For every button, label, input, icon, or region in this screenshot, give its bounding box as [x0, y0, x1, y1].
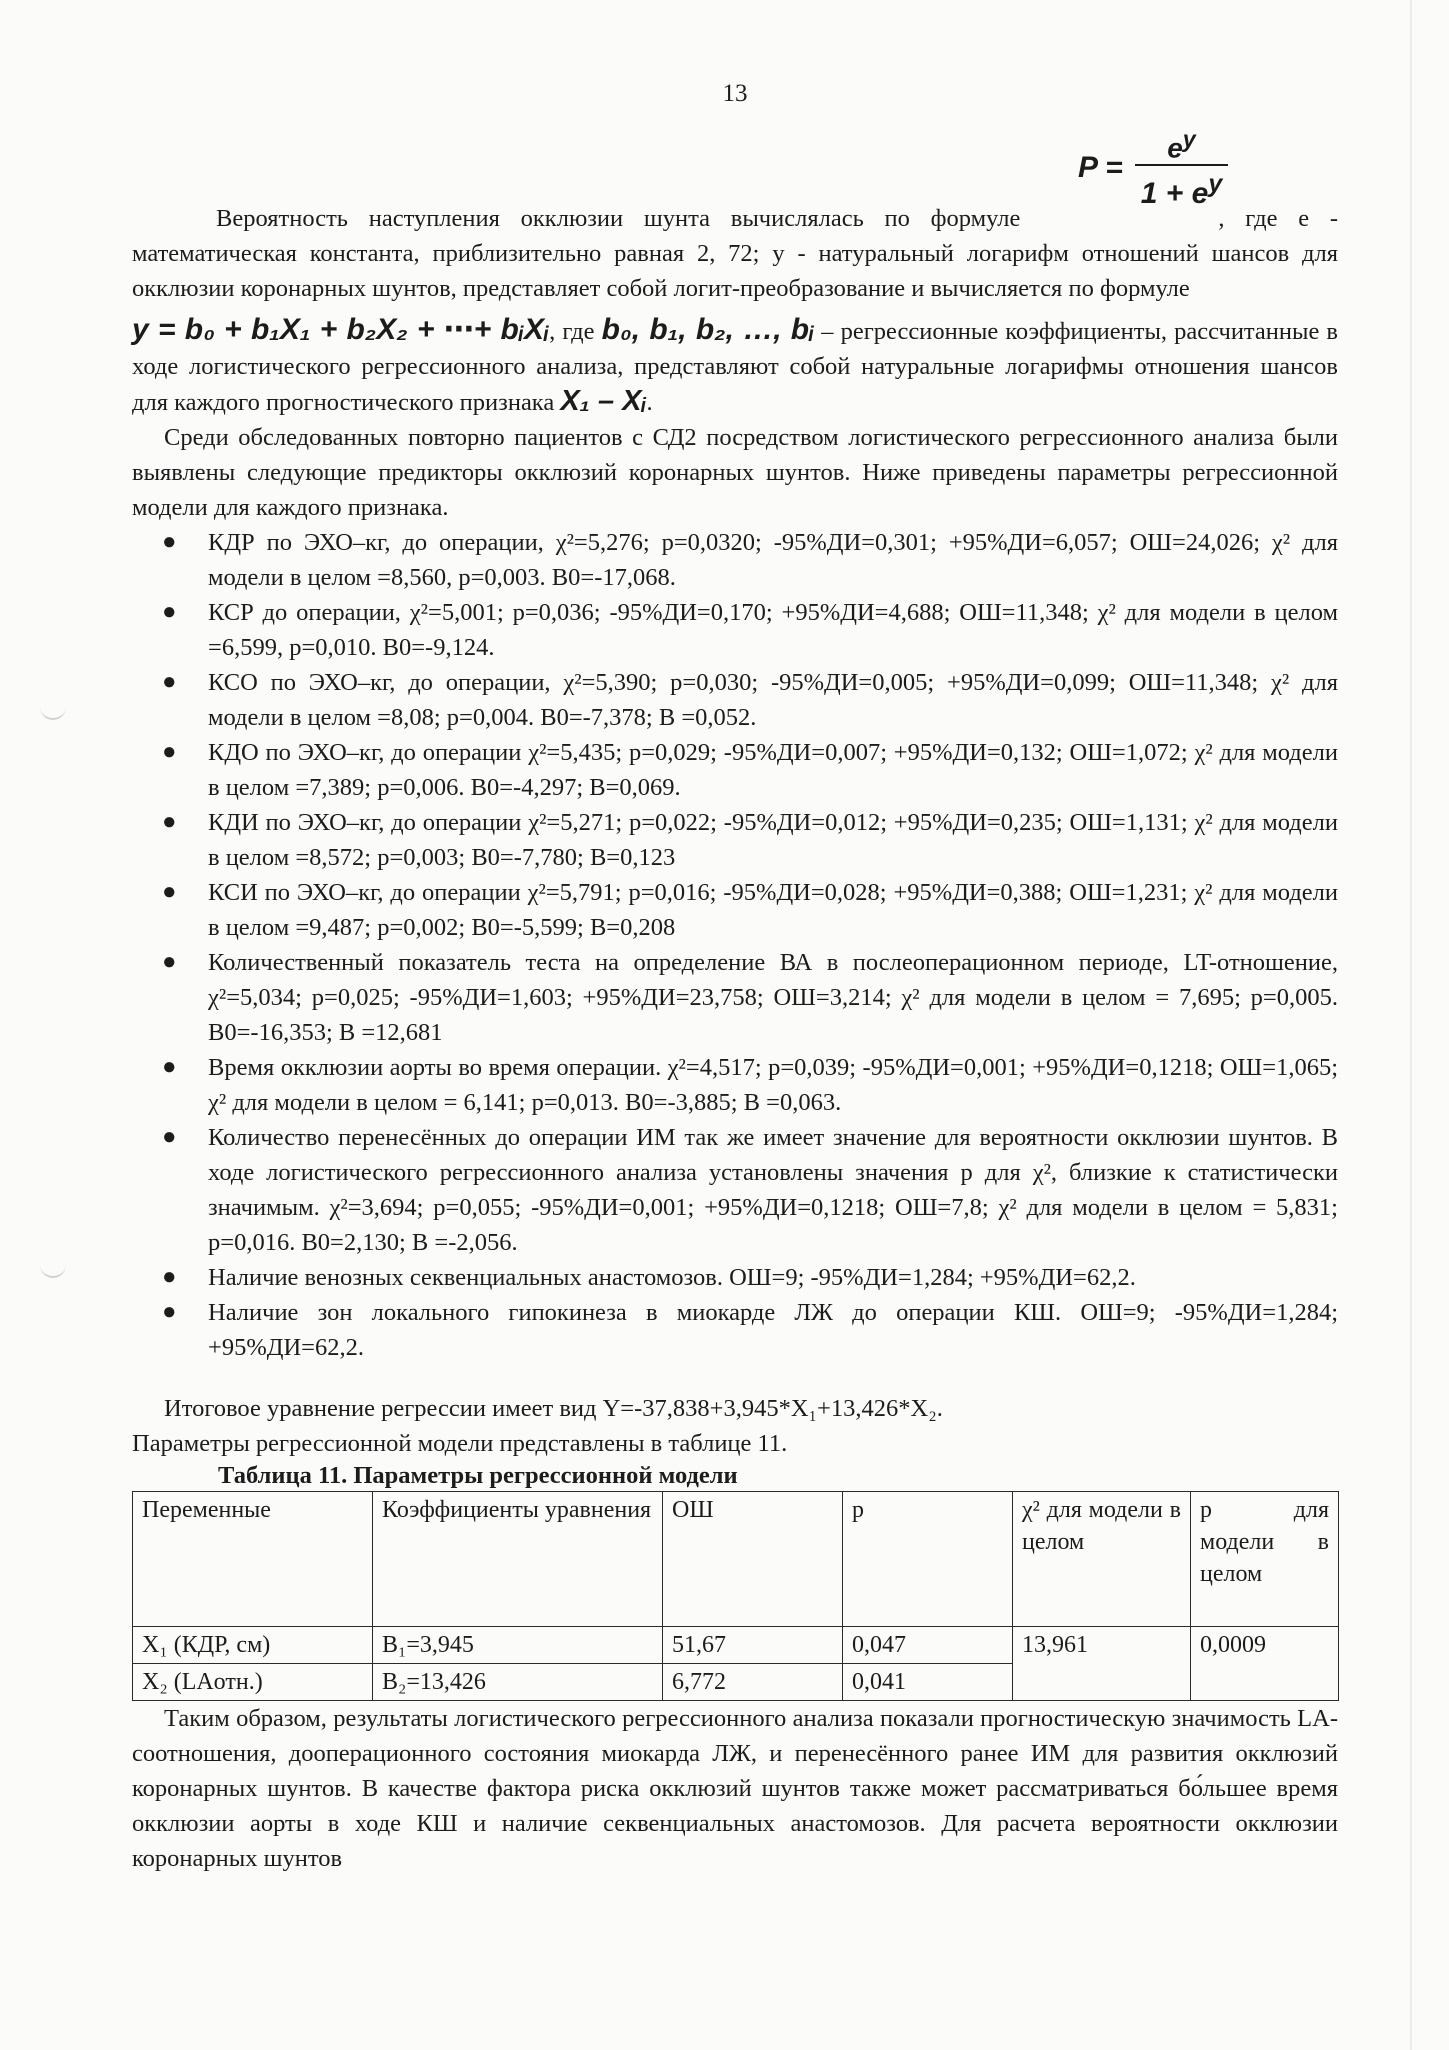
fraction-numerator: $e^y$ [1167, 126, 1196, 164]
table-intro: Параметры регрессионной модели представлены в таблице 11. [132, 1430, 788, 1457]
predictors-paragraph: Среди обследованных повторно пациентов с СД2 посредством логистического регрессионного анализа были выявлены следующие предикторы окклюзий коронарных шунтов. Ниже приведены параметры регрессионной модели для каждого признака. [132, 424, 1338, 521]
table-cell: X₂ (LAотн.) [133, 1664, 373, 1701]
coefficients: b₀, b₁, b₂, …, bᵢ [601, 313, 815, 346]
table-title: Таблица 11. Параметры регрессионной модели [218, 1462, 738, 1489]
fraction-denominator: $1 + e^y$ [1135, 164, 1228, 212]
list-item: ● Количественный показатель теста на определение ВА в послеоперационном периоде, LT-отношение, χ²=5,034; р=0,025; -95%ДИ=1,603; +95%ДИ=23,758; ОШ=3,214; χ² для модели в целом = 7,695; р=0,005. В0=-16,353; В =12,681 [162, 949, 1338, 1046]
list-item: ● Наличие венозных секвенциальных анастомозов. ОШ=9; -95%ДИ=1,284; +95%ДИ=62,2. [162, 1264, 1136, 1291]
list-item: ● КСР до операции, χ²=5,001; р=0,036; -95%ДИ=0,170; +95%ДИ=4,688; ОШ=11,348; χ² для модели в целом =6,599, р=0,010. В0=-9,124. [162, 599, 1338, 661]
table-cell: X₁ (КДР, см) [133, 1627, 373, 1664]
table-header: Переменные [133, 1492, 373, 1627]
probability-formula [132, 123, 1338, 211]
intro-line: Вероятность наступления окклюзии шунта вычислялась по формуле , где e - математическая константа, приблизительно равная 2, 72; у - натуральный логарифм отношений шансов для окклюзии коронарных шунтов, представляет собой логит-преобразование и вычисляется по формуле [132, 205, 1338, 302]
fraction [1135, 123, 1228, 212]
regression-equation: y = b₀ + b₁X₁ + b₂X₂ + ⋯+ bᵢXᵢ [132, 313, 550, 346]
table-header: р [843, 1492, 1013, 1627]
list-item: ● КДО по ЭХО–кг, до операции χ²=5,435; р=0,029; -95%ДИ=0,007; +95%ДИ=0,132; ОШ=1,072; χ² для модели в целом =7,389; р=0,006. В0=-4,297; В=0,069. [162, 739, 1338, 801]
table-cell: 0,047 [843, 1627, 1013, 1664]
final-equation: Итоговое уравнение регрессии имеет вид Y=-37,838+3,945*X₁+13,426*X₂. [164, 1395, 943, 1422]
table-cell: 51,67 [663, 1627, 843, 1664]
table-header: ОШ [663, 1492, 843, 1627]
scan-mark [40, 1262, 66, 1278]
formula-lhs: P = [1078, 151, 1123, 185]
table-cell-merged: 13,961 [1013, 1627, 1191, 1701]
list-item: ● КДР по ЭХО–кг, до операции, χ²=5,276; р=0,0320; -95%ДИ=0,301; +95%ДИ=6,057; ОШ=24,026; χ² для модели в целом =8,560, р=0,003. В0=-17,068. [162, 529, 1338, 591]
list-item: ● Время окклюзии аорты во время операции. χ²=4,517; р=0,039; -95%ДИ=0,001; +95%ДИ=0,1218; ОШ=1,065; χ² для модели в целом = 6,141; р=0,013. В0=-3,885; В =0,063. [162, 1054, 1338, 1116]
conclusion-paragraph: Таким образом, результаты логистического регрессионного анализа показали прогностическую значимость LA-соотношения, дооперационного состояния миокарда ЛЖ, и перенесённого ранее ИМ для развития окклюзий коронарных шунтов. В качестве фактора риска окклюзий шунтов также может рассматриваться бо́льшее время окклюзии аорты в ходе КШ и наличие секвенциальных анастомозов. Для расчета вероятности окклюзии коронарных шунтов [132, 1705, 1338, 1872]
predictor-list [132, 525, 1338, 1365]
table-header: р для модели в целом [1191, 1492, 1339, 1627]
table-header-row [133, 1492, 1339, 1627]
sign-range: X₁ – Xᵢ [560, 385, 647, 417]
document-page [132, 76, 1338, 1876]
table-header: Коэффициенты уравнения [373, 1492, 663, 1627]
table-cell: B₁=3,945 [373, 1627, 663, 1664]
table-header: χ² для модели в целом [1013, 1492, 1191, 1627]
list-item: ● КДИ по ЭХО–кг, до операции χ²=5,271; р=0,022; -95%ДИ=0,012; +95%ДИ=0,235; ОШ=1,131; χ² для модели в целом =8,572; р=0,003; В0=-7,780; В=0,123 [162, 809, 1338, 871]
table-cell: B₂=13,426 [373, 1664, 663, 1701]
scan-mark [40, 704, 66, 720]
table-cell: 6,772 [663, 1664, 843, 1701]
probability-fraction [1078, 123, 1228, 212]
list-item: ● Наличие зон локального гипокинеза в миокарде ЛЖ до операции КШ. ОШ=9; -95%ДИ=1,284; +95%ДИ=62,2. [162, 1299, 1338, 1361]
table-row [133, 1627, 1339, 1664]
page-number: 13 [722, 80, 748, 107]
table-cell: 0,041 [843, 1664, 1013, 1701]
regression-formula-paragraph: y = b₀ + b₁X₁ + b₂X₂ + ⋯+ bᵢXᵢ, где b₀, b₁, b₂, …, bᵢ – регрессионные коэффициенты, рассчитанные в ходе логистического регрессионного анализа, представляют собой натуральные логарифмы отношения шансов для каждого прогностического признака X₁ – Xᵢ. [132, 313, 1338, 417]
page-edge-shadow [1410, 0, 1412, 2050]
list-item: ● КСО по ЭХО–кг, до операции, χ²=5,390; р=0,030; -95%ДИ=0,005; +95%ДИ=0,099; ОШ=11,348; χ² для модели в целом =8,08; р=0,004. В0=-7,378; В =0,052. [162, 669, 1338, 731]
list-item: ● КСИ по ЭХО–кг, до операции χ²=5,791; р=0,016; -95%ДИ=0,028; +95%ДИ=0,388; ОШ=1,231; χ² для модели в целом =9,487; р=0,002; В0=-5,599; В=0,208 [162, 879, 1338, 941]
table-cell-merged: 0,0009 [1191, 1627, 1339, 1701]
regression-table [132, 1491, 1339, 1701]
list-item: ● Количество перенесённых до операции ИМ так же имеет значение для вероятности окклюзии шунтов. В ходе логистического регрессионного анализа установлены значения р для χ², близкие к статистически значимым. χ²=3,694; р=0,055; -95%ДИ=0,001; +95%ДИ=0,1218; ОШ=7,8; χ² для модели в целом = 5,831; р=0,016. В0=2,130; В =-2,056. [162, 1124, 1338, 1256]
